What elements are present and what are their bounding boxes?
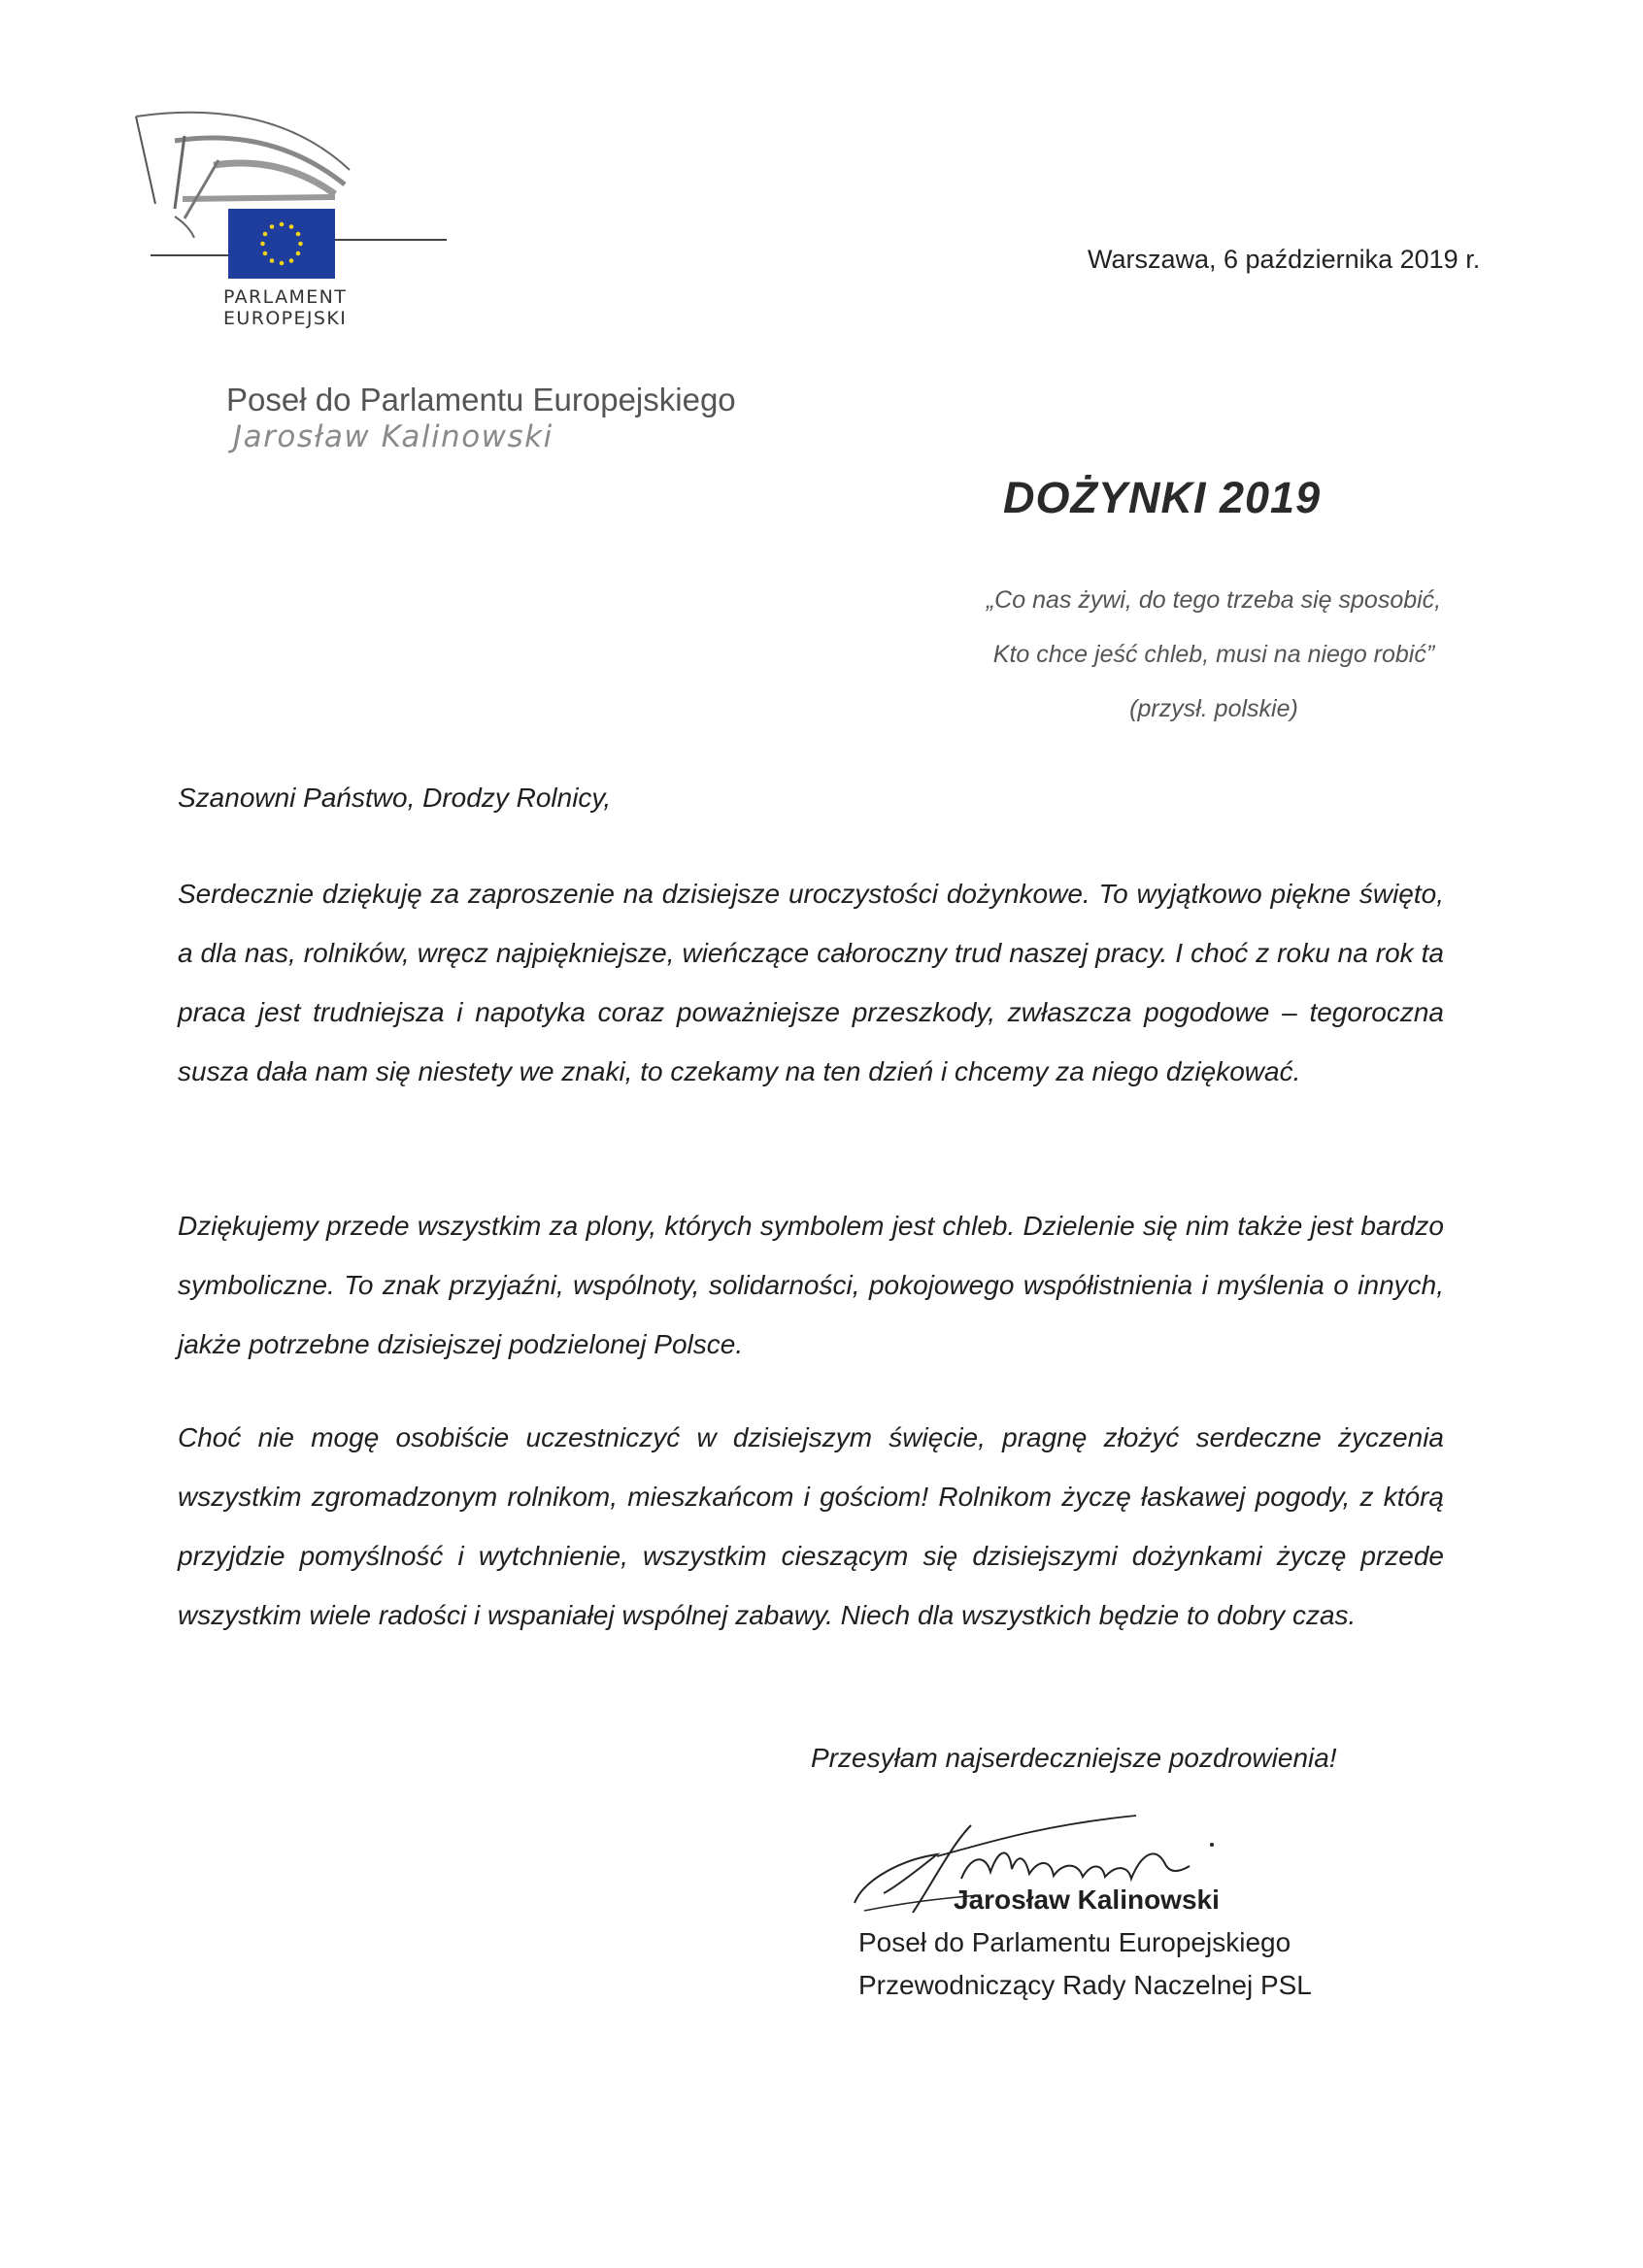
signatory-role-1: Poseł do Parlamentu Europejskiego — [858, 1927, 1291, 1957]
motto-line-1: „Co nas żywi, do tego trzeba się sposobić, — [986, 586, 1442, 614]
european-parliament-logo — [126, 102, 456, 329]
parliament-emblem-icon — [126, 102, 456, 286]
institution-name: PARLAMENT EUROPEJSKI — [223, 286, 348, 329]
paragraph-3: Choć nie mogę osobiście uczestniczyć w dzisiejszym święcie, pragnę złożyć serdeczne życzenia wszystkim zgromadzonym rolnikom, mieszkańcom i gościom! Rolnikom życzę łaskawej pogody, z którą przyjdzie pomyślność i wytchnienie, wszystkim cieszącym się dzisiejszymi dożynkami życzę przede wszystkim wiele radości i wspaniałej wspólnej zabawy. Niech dla wszystkich będzie to dobry czas. — [178, 1422, 1444, 1630]
closing-line: Przesyłam najserdeczniejsze pozdrowienia! — [811, 1743, 1337, 1773]
signatory-name: Jarosław Kalinowski — [954, 1884, 1220, 1915]
motto-line-2: Kto chce jeść chleb, musi na niego robić” — [992, 641, 1435, 668]
paragraph-2: Dziękujemy przede wszystkim za plony, których symbolem jest chleb. Dzielenie się nim także jest bardzo symboliczne. To znak przyjaźni, wspólnoty, solidarności, pokojowego współistnienia i myślenia o innych, jakże potrzebne dzisiejszej podzielonej Polsce. — [178, 1211, 1444, 1359]
signature-block — [858, 1879, 1312, 2007]
motto — [855, 573, 1573, 736]
letter-date: Warszawa, 6 października 2019 r. — [1088, 245, 1481, 274]
sender-title: Poseł do Parlamentu Europejskiego — [226, 382, 736, 417]
motto-source: (przysł. polskie) — [1129, 695, 1298, 722]
paragraph-1: Serdecznie dziękuję za zaproszenie na dzisiejsze uroczystości dożynkowe. To wyjątkowo piękne święto, a dla nas, rolników, wręcz najpiękniejsze, wieńczące całoroczny trud naszej pracy. I choć z roku na rok ta praca jest trudniejsza i napotyka coraz poważniejsze przeszkody, zwłaszcza pogodowe – tegoroczna susza dała nam się niestety we znaki, to czekamy na ten dzień i chcemy za niego dziękować. — [178, 879, 1444, 1086]
salutation: Szanowni Państwo, Drodzy Rolnicy, — [178, 783, 612, 813]
sender-name: Jarosław Kalinowski — [233, 419, 553, 454]
signatory-role-2: Przewodniczący Rady Naczelnej PSL — [858, 1970, 1312, 2000]
letter-title: DOŻYNKI 2019 — [1003, 473, 1322, 522]
